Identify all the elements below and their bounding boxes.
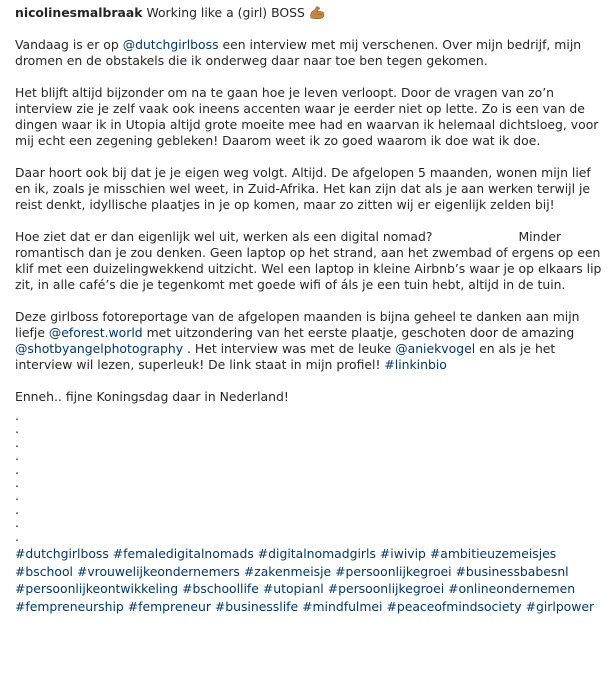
dot: . [15, 434, 19, 450]
hashtag-link[interactable]: #utopianl [262, 581, 324, 597]
hashtag-link[interactable]: #fempreneur [127, 598, 211, 614]
text-span: een interview met mij verschenen. Over mijn bedrijf, mijn dromen en de obstakels die ik onderweg daar naar toe ben tegen gekomen. [15, 37, 582, 68]
hashtag-link[interactable]: #persoonlijkegroei [335, 563, 452, 579]
hashtag-link[interactable]: #bschool [15, 563, 73, 579]
caption-paragraph-5 [15, 309, 605, 373]
dot: . [15, 408, 19, 423]
hashtag-link[interactable]: #vrouwelijkeondernemers [76, 563, 240, 579]
hashtag-link[interactable]: #persoonlijkegroei [327, 581, 445, 597]
dot: . [15, 448, 19, 464]
hashtag-link[interactable]: #businesslife [214, 598, 299, 614]
caption-paragraph-2: Het blijft altijd bijzonder om na te gaan hoe je leven verloopt. Door de vragen van zo’n interview zie je zelf vaak ook ineens accenten waar je eerder niet op lette. Zo is een van de dingen waar ik in Utopia altijd grote moeite mee had en waarvan ik helemaal dichtsloeg, voor mij echt een zegening gebleken! Daarom weet ik zo goed waarom ik doe wat ik doe. [15, 85, 599, 148]
hashtag-link[interactable]: #zakenmeisje [243, 563, 332, 579]
hashtag-list [15, 545, 605, 615]
post-caption [15, 5, 605, 615]
mention-link[interactable]: @eforest.world [48, 325, 143, 340]
hashtag-link[interactable]: #femaledigitalnomads [112, 545, 254, 561]
hashtag-link[interactable]: #digitalnomadgirls [257, 545, 376, 561]
hashtag-link[interactable]: #ambitieuzemeisjes [429, 545, 557, 561]
text-span: met uitzondering van het eerste plaatje, geschoten door de amazing [142, 325, 575, 340]
hashtag-link[interactable]: #peaceofmindsociety [386, 598, 522, 614]
hashtag-link[interactable]: #onlineondernemen [448, 581, 576, 597]
dot-separator [15, 409, 605, 543]
flexed-biceps-icon [309, 6, 325, 19]
hashtag-link[interactable]: #iwivip [379, 545, 426, 561]
text-span: Deze girlboss fotoreportage van de afgelopen maanden is bijna geheel te danken aan mijn liefje [15, 309, 580, 340]
hashtag-link[interactable]: #mindfulmei [302, 598, 383, 614]
hashtag-link[interactable]: #dutchgirlboss [15, 545, 109, 561]
mention-link[interactable]: @dutchgirlboss [122, 37, 219, 52]
caption-paragraph-4 [15, 229, 605, 293]
text-span: Vandaag is er op [15, 37, 123, 52]
hashtag-link[interactable]: #girlpower [525, 598, 595, 614]
mention-link[interactable]: @aniekvogel [395, 341, 476, 356]
caption-headline: Working like a (girl) BOSS [146, 5, 305, 20]
dot: . [15, 461, 19, 477]
hashtag-link[interactable]: #fempreneurship [15, 598, 124, 614]
text-span: Hoe ziet dat er dan eigenlijk wel uit, werken als een digital nomad? [15, 229, 433, 244]
dot: . [15, 515, 19, 531]
dot: . [15, 488, 19, 504]
text-span: . Het interview was met de leuke [183, 341, 396, 356]
dot: . [15, 528, 19, 544]
text-span: en als je het interview wil lezen, superleuk! De link staat in mijn profiel! [15, 341, 556, 372]
text-span: Minder romantisch dan je zou denken. Geen laptop op het strand, aan het zwembad of ergens op een klif met een duizelingwekkend uitzicht. Wel een laptop in kleine Airbnb’s waar je op elkaars lip zit, in alle café’s die je tegenkomt met goede wifi of áls je een tuin hebt, altijd in de tuin. [15, 229, 602, 292]
caption-paragraph-3: Daar hoort ook bij dat je je eigen weg volgt. Altijd. De afgelopen 5 maanden, wonen mijn lief en ik, zoals je misschien wel weet, in Zuid-Afrika. Het kan zijn dat als je aan werken terwijl je reist denkt, idyllische plaatjes in je op komen, maar zo zitten wij er eigenlijk zelden bij! [15, 165, 591, 212]
caption-paragraph-1 [15, 37, 605, 69]
dot: . [15, 421, 19, 437]
dot: . [15, 474, 19, 490]
hashtag-link[interactable]: #bschoollife [182, 581, 259, 597]
username-link[interactable]: nicolinesmalbraak [15, 5, 143, 20]
hashtag-link[interactable]: #linkinbio [384, 357, 447, 372]
caption-header [15, 5, 605, 21]
caption-paragraph-6: Enneh.. fijne Koningsdag daar in Nederland! [15, 389, 289, 404]
dot: . [15, 501, 19, 517]
hashtag-link[interactable]: #businessbabesnl [455, 563, 569, 579]
mention-link[interactable]: @shotbyangelphotography [15, 341, 184, 356]
hashtag-link[interactable]: #persoonlijkeontwikkeling [15, 581, 179, 597]
